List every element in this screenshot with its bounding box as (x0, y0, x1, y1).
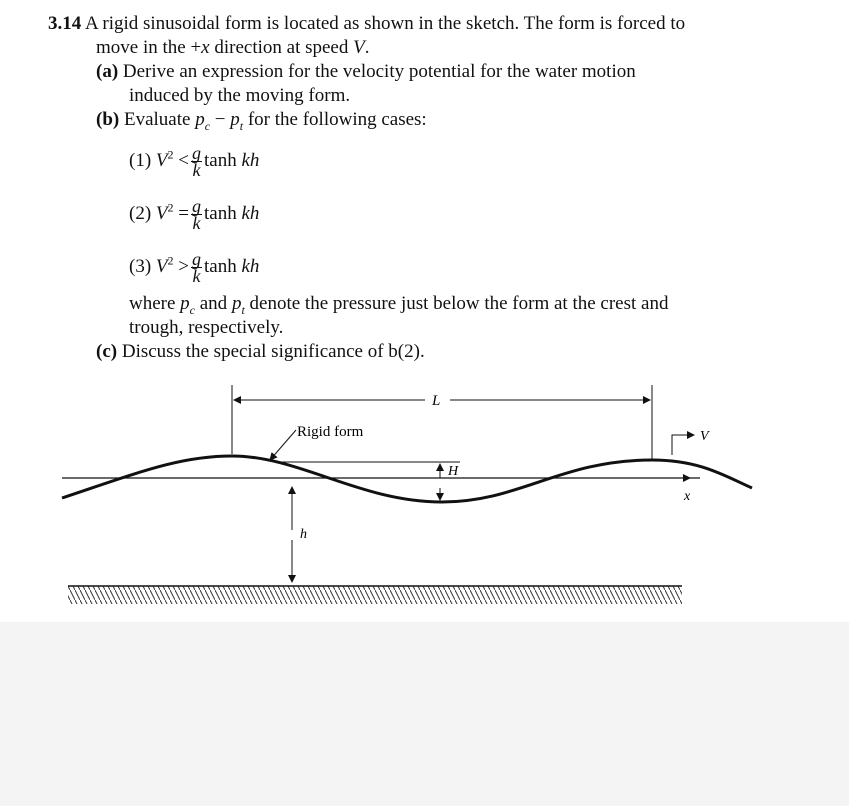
case-2-numerator: g (191, 196, 201, 216)
part-a-label: (a) (96, 61, 119, 82)
H-label: H (448, 464, 459, 479)
case-1-numerator: g (191, 143, 201, 163)
case-1-fraction (191, 145, 202, 178)
problem-statement-line1 (48, 13, 685, 35)
case-1-label: (1) (129, 149, 152, 171)
where-text-mid: denote the pressure just below the form at the crest and (244, 293, 669, 314)
case-3-sup: 2 (167, 253, 174, 268)
case-3-label: (3) (129, 255, 152, 277)
where-text-pre: where (129, 293, 181, 314)
v-label: V (700, 429, 709, 444)
case-2-sup: 2 (167, 200, 174, 215)
depth-label: h (300, 527, 307, 542)
case-3-operator: > (178, 255, 189, 277)
case-2-label: (2) (129, 202, 152, 224)
v-arrow-stem (672, 435, 690, 455)
where-and: and (195, 293, 232, 314)
case-2-v: V (155, 202, 168, 224)
case-3-tanh: tanh (203, 255, 242, 277)
seabed-hatching (68, 586, 682, 604)
case-3-v: V (155, 255, 168, 277)
rigid-form-pointer (270, 430, 296, 460)
case-3-fraction (191, 251, 202, 284)
where-pc: p (180, 293, 190, 314)
part-b-text-post: for the following cases: (243, 109, 427, 130)
part-c-label: (c) (96, 341, 118, 362)
case-3 (129, 251, 259, 284)
rigid-sinusoidal-form (62, 456, 752, 502)
sinusoidal-form-sketch (0, 380, 849, 615)
case-2-denominator: k (192, 213, 201, 233)
part-a-text-1: Derive an expression for the velocity potential for the water motion (122, 61, 636, 82)
case-1-operator: < (178, 149, 189, 171)
case-2-tanh: tanh (203, 202, 242, 224)
part-c-line (96, 341, 425, 363)
statement-text-1: A rigid sinusoidal form is located as shown in the sketch. The form is forced to (84, 13, 686, 34)
case-1-kh: kh (241, 149, 260, 171)
part-a-text-2: induced by the moving form. (129, 85, 351, 106)
part-a-line1 (96, 61, 636, 83)
case-3-denominator: k (192, 266, 201, 286)
case-1 (129, 145, 259, 178)
part-b-text-pre: Evaluate (123, 109, 196, 130)
case-1-sup: 2 (167, 147, 174, 162)
part-b-line1 (96, 109, 427, 137)
case-1-tanh: tanh (203, 149, 242, 171)
pc-symbol: p (195, 109, 205, 130)
where-pc-sub: c (189, 302, 195, 317)
problem-statement-line2 (96, 37, 369, 59)
x-symbol: x (201, 37, 210, 58)
part-a-line2 (129, 85, 350, 107)
case-1-v: V (155, 149, 168, 171)
where-pt-sub: t (241, 302, 245, 317)
pt-symbol: p (230, 109, 240, 130)
v-symbol: V (353, 37, 365, 58)
where-line2 (129, 317, 283, 339)
pt-subscript: t (239, 118, 244, 133)
statement-text-2c: . (364, 37, 370, 58)
where-pt: p (231, 293, 242, 314)
problem-number: 3.14 (48, 13, 82, 34)
pc-subscript: c (204, 118, 211, 133)
l-label: L (432, 393, 441, 409)
part-c-text: Discuss the special significance of b(2). (121, 341, 425, 362)
x-label: x (684, 489, 691, 504)
case-3-numerator: g (191, 249, 201, 269)
case-2 (129, 198, 259, 231)
minus-sign: − (210, 109, 231, 130)
rigid-form-label: Rigid form (297, 424, 364, 440)
case-2-fraction (191, 198, 202, 231)
statement-text-2b: direction at speed (209, 37, 354, 58)
case-3-kh: kh (241, 255, 260, 277)
part-b-label: (b) (96, 109, 120, 130)
case-2-kh: kh (241, 202, 260, 224)
case-2-operator: = (178, 202, 189, 224)
case-1-denominator: k (192, 160, 201, 180)
where-text-2: trough, respectively. (129, 317, 284, 338)
statement-text-2a: move in the + (96, 37, 202, 58)
